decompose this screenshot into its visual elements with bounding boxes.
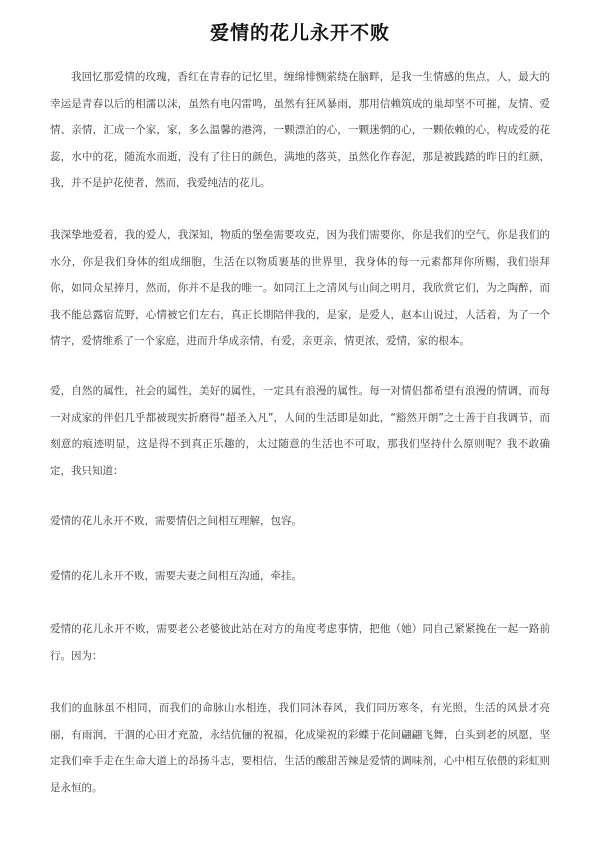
paragraph-5: 爱情的花儿永开不败，需要夫妻之间相互沟通，牵挂。 xyxy=(50,570,302,582)
paragraph-6: 爱情的花儿永开不败，需要老公老婆彼此站在对方的角度考虑事情，把他（她）同自己紧紧挽在一起一路前行。因为： xyxy=(50,623,550,662)
paragraph-4: 爱情的花儿永开不败，需要情侣之间相互理解，包容。 xyxy=(50,515,302,527)
paragraph-3: 爱，自然的属性，社会的属性，美好的属性，一定具有浪漫的属性。每一对情侣都希望有浪漫的情调，而每一对成家的伴侣几乎都被现实折磨得“超圣入凡”，人间的生活即是如此，“豁然开朗”之士善于自我调节，而刻意的痕迹明显，这是得不到真正乐趣的，太过随意的生活也不可取，那我们坚持什么原则呢？我不敢确定，我只知道： xyxy=(50,385,550,477)
document-title: 爱情的花儿永开不败 xyxy=(209,22,390,44)
paragraph-2: 我深挚地爱着，我的爱人，我深知，物质的堡垒需要攻克，因为我们需要你，你是我们的空气，你是我们的水分，你是我们身体的组成细胞，生活在以物质裹基的世界里，我身体的每一元素都拜你所赐，我们崇拜你，如同众星捧月，然而，你并不是我的唯一。如同江上之清风与山间之明月，我欣赏它们，为之陶醉，而我不能总露宿荒野，心情被它们左右，真正长期陪伴我的，是家，是爱人，赵本山说过，人活着，为了一个情字，爱情维系了一个家庭，进而升华成亲情，有爱，亲更亲，情更浓，爱情，家的根本。 xyxy=(50,229,550,347)
paragraph-1: 我回忆那爱情的玫瑰，香红在青春的记忆里，缠绵悱恻萦绕在脑畔，是我一生情感的焦点，人，最大的幸运是青春以后的相濡以沫，虽然有电闪雷鸣，虽然有狂风暴雨，那用信赖筑成的巢却坚不可摧，友情、爱情、亲情，汇成一个家，家，多么温馨的港湾，一颗漂泊的心，一颗迷惘的心，一颗依赖的心，构成爱的花蕊，水中的花，随流水而逝，没有了往日的颜色，满地的落英，虽然化作春泥，那是被践踏的昨日的红颜，我，并不是护花使者，然而，我爱纯洁的花儿。 xyxy=(50,71,550,189)
paragraph-7: 我们的血脉虽不相同，而我们的命脉山水相连，我们同沐春风，我们同历寒冬，有光照，生活的风景才亮丽，有雨润，干涸的心田才充盈，永结伉俪的祝福，化成梁祝的彩蝶于花间翩翩飞舞，白头到老的夙愿，坚定我们牵手走在生命大道上的昂扬斗志，要相信，生活的酸甜苦辣是爱情的调味剂，心中相互依偎的彩虹则是永恒的。 xyxy=(50,702,550,794)
